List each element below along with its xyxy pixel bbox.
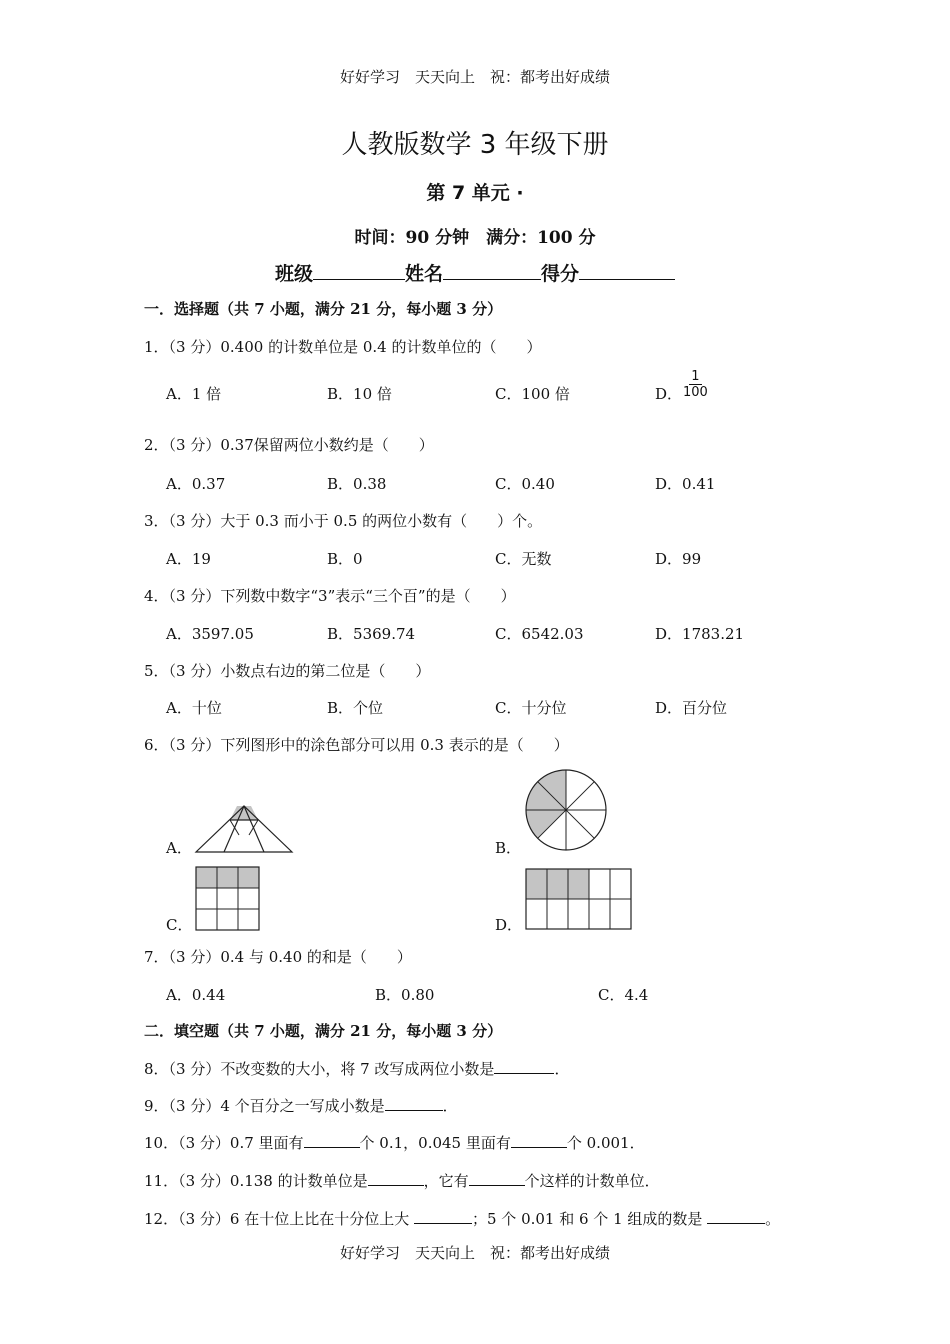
page-footer: 好好学习 天天向上 祝：都考出好成绩 bbox=[339, 1244, 610, 1262]
q7-option-c[interactable]: C．4.4 bbox=[598, 986, 649, 1004]
q6-option-b[interactable]: B． bbox=[495, 839, 522, 857]
q11-blank-2[interactable] bbox=[469, 1170, 525, 1186]
q8-text: 8．（3 分）不改变数的大小，将 7 改写成两位小数是 bbox=[144, 1060, 495, 1078]
triangle-divider bbox=[230, 820, 239, 835]
fraction-numerator: 1 bbox=[691, 369, 700, 384]
q10-end: 个 0.001． bbox=[566, 1134, 645, 1152]
q11-end: 个这样的计数单位． bbox=[524, 1172, 660, 1190]
q3-option-d[interactable]: D．99 bbox=[655, 550, 702, 568]
q1-option-b[interactable]: B．10 倍 bbox=[327, 385, 392, 403]
q3-option-a[interactable]: A．19 bbox=[166, 550, 211, 568]
q11-text: 11．（3 分）0.138 的计数单位是 bbox=[144, 1172, 368, 1190]
q1-option-d[interactable] bbox=[655, 383, 682, 404]
question-6: 6．（3 分）下列图形中的涂色部分可以用 0.3 表示的是（ ） bbox=[144, 736, 569, 754]
q11-blank-1[interactable] bbox=[368, 1170, 424, 1186]
fraction-one-hundredth bbox=[683, 369, 708, 400]
q2-option-a[interactable]: A．0.37 bbox=[166, 475, 226, 493]
question-12 bbox=[144, 1208, 780, 1229]
triangle-figure[interactable] bbox=[194, 805, 294, 855]
triangle-shaded-part bbox=[230, 806, 258, 820]
q3-option-c[interactable]: C．无数 bbox=[495, 550, 552, 568]
q6-option-a[interactable]: A． bbox=[166, 839, 192, 857]
q9-text: 9．（3 分）4 个百分之一写成小数是 bbox=[144, 1097, 385, 1115]
q10-blank-1[interactable] bbox=[304, 1132, 360, 1148]
q4-option-d[interactable]: D．1783.21 bbox=[655, 625, 745, 643]
question-2: 2．（3 分）0.37保留两位小数约是（ ） bbox=[144, 436, 434, 454]
q12-blank-1[interactable] bbox=[414, 1208, 472, 1224]
q9-end: ． bbox=[442, 1097, 458, 1115]
q5-option-b[interactable]: B．个位 bbox=[327, 699, 384, 717]
bar-grid-shaded-cells bbox=[526, 869, 589, 899]
circle-figure[interactable] bbox=[522, 768, 612, 854]
q4-option-b[interactable]: B．5369.74 bbox=[327, 625, 416, 643]
class-blank[interactable] bbox=[313, 264, 405, 280]
section2-heading: 二．填空题（共 7 小题，满分 21 分，每小题 3 分） bbox=[144, 1022, 503, 1040]
question-3: 3．（3 分）大于 0.3 而小于 0.5 的两位小数有（ ）个。 bbox=[144, 512, 543, 530]
question-5: 5．（3 分）小数点右边的第二位是（ ） bbox=[144, 662, 431, 680]
q7-option-b[interactable]: B．0.80 bbox=[375, 986, 435, 1004]
q9-blank[interactable] bbox=[385, 1095, 443, 1111]
score-blank[interactable] bbox=[579, 264, 675, 280]
page-title: 人教版数学 3 年级下册 bbox=[341, 130, 609, 160]
question-7: 7．（3 分）0.4 与 0.40 的和是（ ） bbox=[144, 948, 412, 966]
info-fields bbox=[0, 259, 950, 286]
question-10 bbox=[144, 1132, 645, 1153]
time-info: 时间：90 分钟 满分：100 分 bbox=[354, 228, 596, 248]
question-8 bbox=[144, 1058, 569, 1079]
q2-option-c[interactable]: C．0.40 bbox=[495, 475, 555, 493]
question-4: 4．（3 分）下列数中数字“3”表示“三个百”的是（ ） bbox=[144, 587, 516, 605]
q3-option-b[interactable]: B．0 bbox=[327, 550, 363, 568]
page-header: 好好学习 天天向上 祝：都考出好成绩 bbox=[339, 68, 610, 86]
class-label: 班级 bbox=[274, 263, 313, 285]
q4-option-a[interactable]: A．3597.05 bbox=[166, 625, 254, 643]
q4-option-c[interactable]: C．6542.03 bbox=[495, 625, 584, 643]
section1-heading: 一．选择题（共 7 小题，满分 21 分，每小题 3 分） bbox=[144, 300, 503, 318]
q6-option-c[interactable]: C． bbox=[166, 916, 193, 934]
unit-subtitle: 第 7 单元 · bbox=[426, 182, 524, 204]
small-grid-figure[interactable] bbox=[195, 866, 261, 932]
q10-text-2: 个 0.1，0.045 里面有 bbox=[359, 1134, 511, 1152]
circle-shaded-sector bbox=[526, 810, 566, 838]
question-1: 1．（3 分）0.400 的计数单位是 0.4 的计数单位的（ ） bbox=[144, 338, 542, 356]
q8-blank[interactable] bbox=[494, 1058, 554, 1074]
q12-end: 。 bbox=[765, 1210, 781, 1228]
q10-blank-2[interactable] bbox=[511, 1132, 567, 1148]
q10-text: 10．（3 分）0.7 里面有 bbox=[144, 1134, 304, 1152]
q8-end: ． bbox=[554, 1060, 570, 1078]
q12-text: 12．（3 分）6 在十位上比在十分位上大 bbox=[144, 1210, 414, 1228]
q2-option-b[interactable]: B．0.38 bbox=[327, 475, 387, 493]
grid-shaded-row bbox=[196, 867, 259, 888]
name-blank[interactable] bbox=[443, 264, 541, 280]
q1-option-c[interactable]: C．100 倍 bbox=[495, 385, 570, 403]
q1-option-d-label: D． bbox=[655, 385, 683, 403]
question-9 bbox=[144, 1095, 458, 1116]
score-label: 得分 bbox=[541, 263, 580, 285]
q1-option-a[interactable]: A．1 倍 bbox=[166, 385, 222, 403]
q2-option-d[interactable]: D．0.41 bbox=[655, 475, 716, 493]
q12-blank-2[interactable] bbox=[707, 1208, 765, 1224]
q6-option-d[interactable]: D． bbox=[495, 916, 523, 934]
q12-text-2: ；5 个 0.01 和 6 个 1 组成的数是 bbox=[471, 1210, 708, 1228]
q5-option-c[interactable]: C．十分位 bbox=[495, 699, 567, 717]
bar-grid-figure[interactable] bbox=[525, 868, 633, 930]
question-11 bbox=[144, 1170, 660, 1191]
name-label: 姓名 bbox=[404, 263, 443, 285]
q5-option-d[interactable]: D．百分位 bbox=[655, 699, 728, 717]
q11-text-2: ，它有 bbox=[423, 1172, 469, 1190]
triangle-divider bbox=[249, 820, 258, 835]
q7-option-a[interactable]: A．0.44 bbox=[166, 986, 226, 1004]
fraction-denominator: 100 bbox=[683, 385, 708, 400]
q5-option-a[interactable]: A．十位 bbox=[166, 699, 222, 717]
